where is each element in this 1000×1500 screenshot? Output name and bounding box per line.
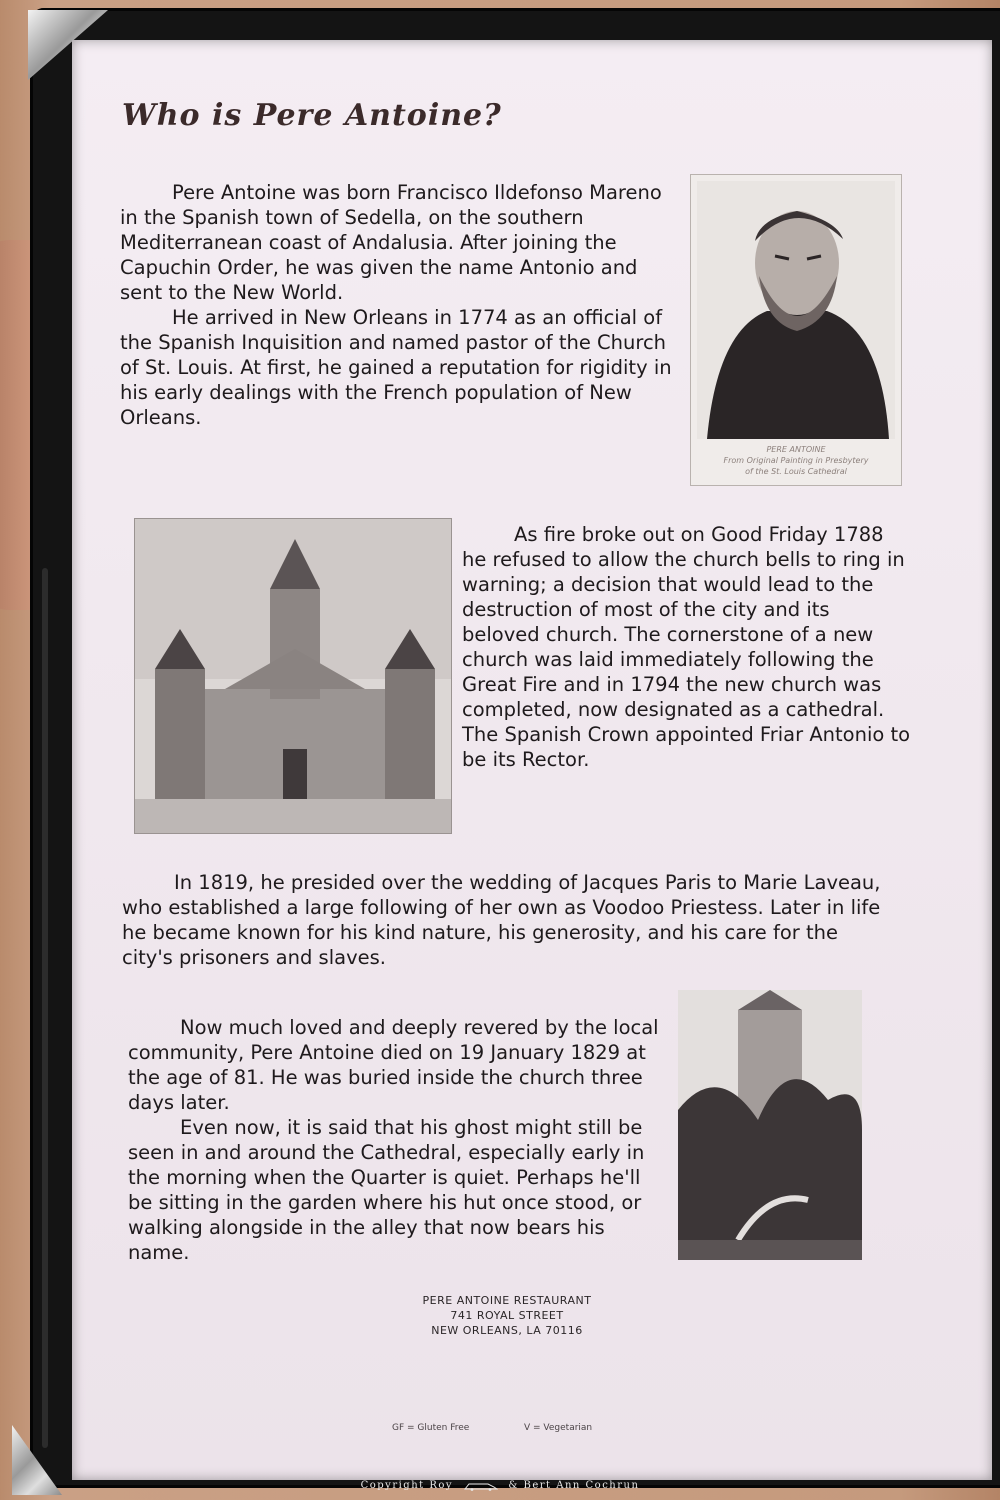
- wedding-text: [122, 870, 882, 970]
- legend-vegetarian: V = Vegetarian: [524, 1423, 593, 1433]
- portrait-caption-line-1: PERE ANTOINE: [766, 445, 826, 454]
- cathedral-engraving: [134, 518, 452, 834]
- cathedral-garden-image: [678, 990, 862, 1260]
- portrait-caption-line-3: of the St. Louis Cathedral: [745, 467, 847, 476]
- copyright-left: Copyright Roy: [360, 1480, 454, 1491]
- portrait-engraving: [690, 174, 902, 486]
- old-cathedral-image: [135, 519, 451, 833]
- restaurant-address: [372, 1293, 642, 1338]
- paragraph-ghost: Even now, it is said that his ghost might still be seen in and around the Cathedral, especially early in the morning when the Quarter is quiet. Perhaps he'll be sitting in the garden where his hut once stood, or walking alongside in the alley that now bears his name.: [128, 1116, 645, 1264]
- page-title: Who is Pere Antoine?: [122, 98, 502, 133]
- intro-text: [120, 180, 672, 430]
- portrait-caption-line-2: From Original Painting in Presbytery: [723, 456, 869, 465]
- cathedral-garden-engraving: [678, 990, 862, 1260]
- paragraph-wedding: In 1819, he presided over the wedding of Jacques Paris to Marie Laveau, who established a large following of her own as Voodoo Priestess. Later in life he became known for his kind nature, his generosity, and his care for the city's prisoners and slaves.: [122, 871, 881, 969]
- paragraph-birth: Pere Antoine was born Francisco Ildefonso Mareno in the Spanish town of Sedella, on the southern Mediterranean coast of Andalusia. After joining the Capuchin Order, he was given the name Antonio and sent to the New World.: [120, 181, 662, 304]
- copyright-right: & Bert Ann Cochrun: [508, 1480, 640, 1491]
- fire-text: [462, 522, 912, 772]
- copyright-watermark: [0, 1480, 1000, 1491]
- paragraph-fire: As fire broke out on Good Friday 1788 he refused to allow the church bells to ring in warning; a decision that would lead to the destruction of most of the city and its beloved church. The cornerstone of a new church was laid immediately following the Great Fire and in 1794 the new church was completed, now designated as a cathedral. The Spanish Crown appointed Friar Antonio to be its Rector.: [462, 523, 911, 771]
- car-logo-icon: [464, 1481, 498, 1491]
- restaurant-street: 741 ROYAL STREET: [450, 1309, 564, 1322]
- menu-page: [72, 40, 992, 1480]
- legend-gluten-free: GF = Gluten Free: [392, 1423, 470, 1433]
- binder-spine: [42, 568, 48, 1448]
- legacy-text: [128, 1015, 668, 1265]
- portrait-of-pere-antoine-image: [697, 181, 895, 439]
- restaurant-name: PERE ANTOINE RESTAURANT: [422, 1294, 592, 1307]
- paragraph-death: Now much loved and deeply revered by the local community, Pere Antoine died on 19 January 1829 at the age of 81. He was buried inside the church three days later.: [128, 1016, 659, 1114]
- paragraph-arrival: He arrived in New Orleans in 1774 as an official of the Spanish Inquisition and named pastor of the Church of St. Louis. At first, he gained a reputation for rigidity in his early dealings with the French population of New Orleans.: [120, 306, 672, 429]
- restaurant-city: NEW ORLEANS, LA 70116: [431, 1324, 583, 1337]
